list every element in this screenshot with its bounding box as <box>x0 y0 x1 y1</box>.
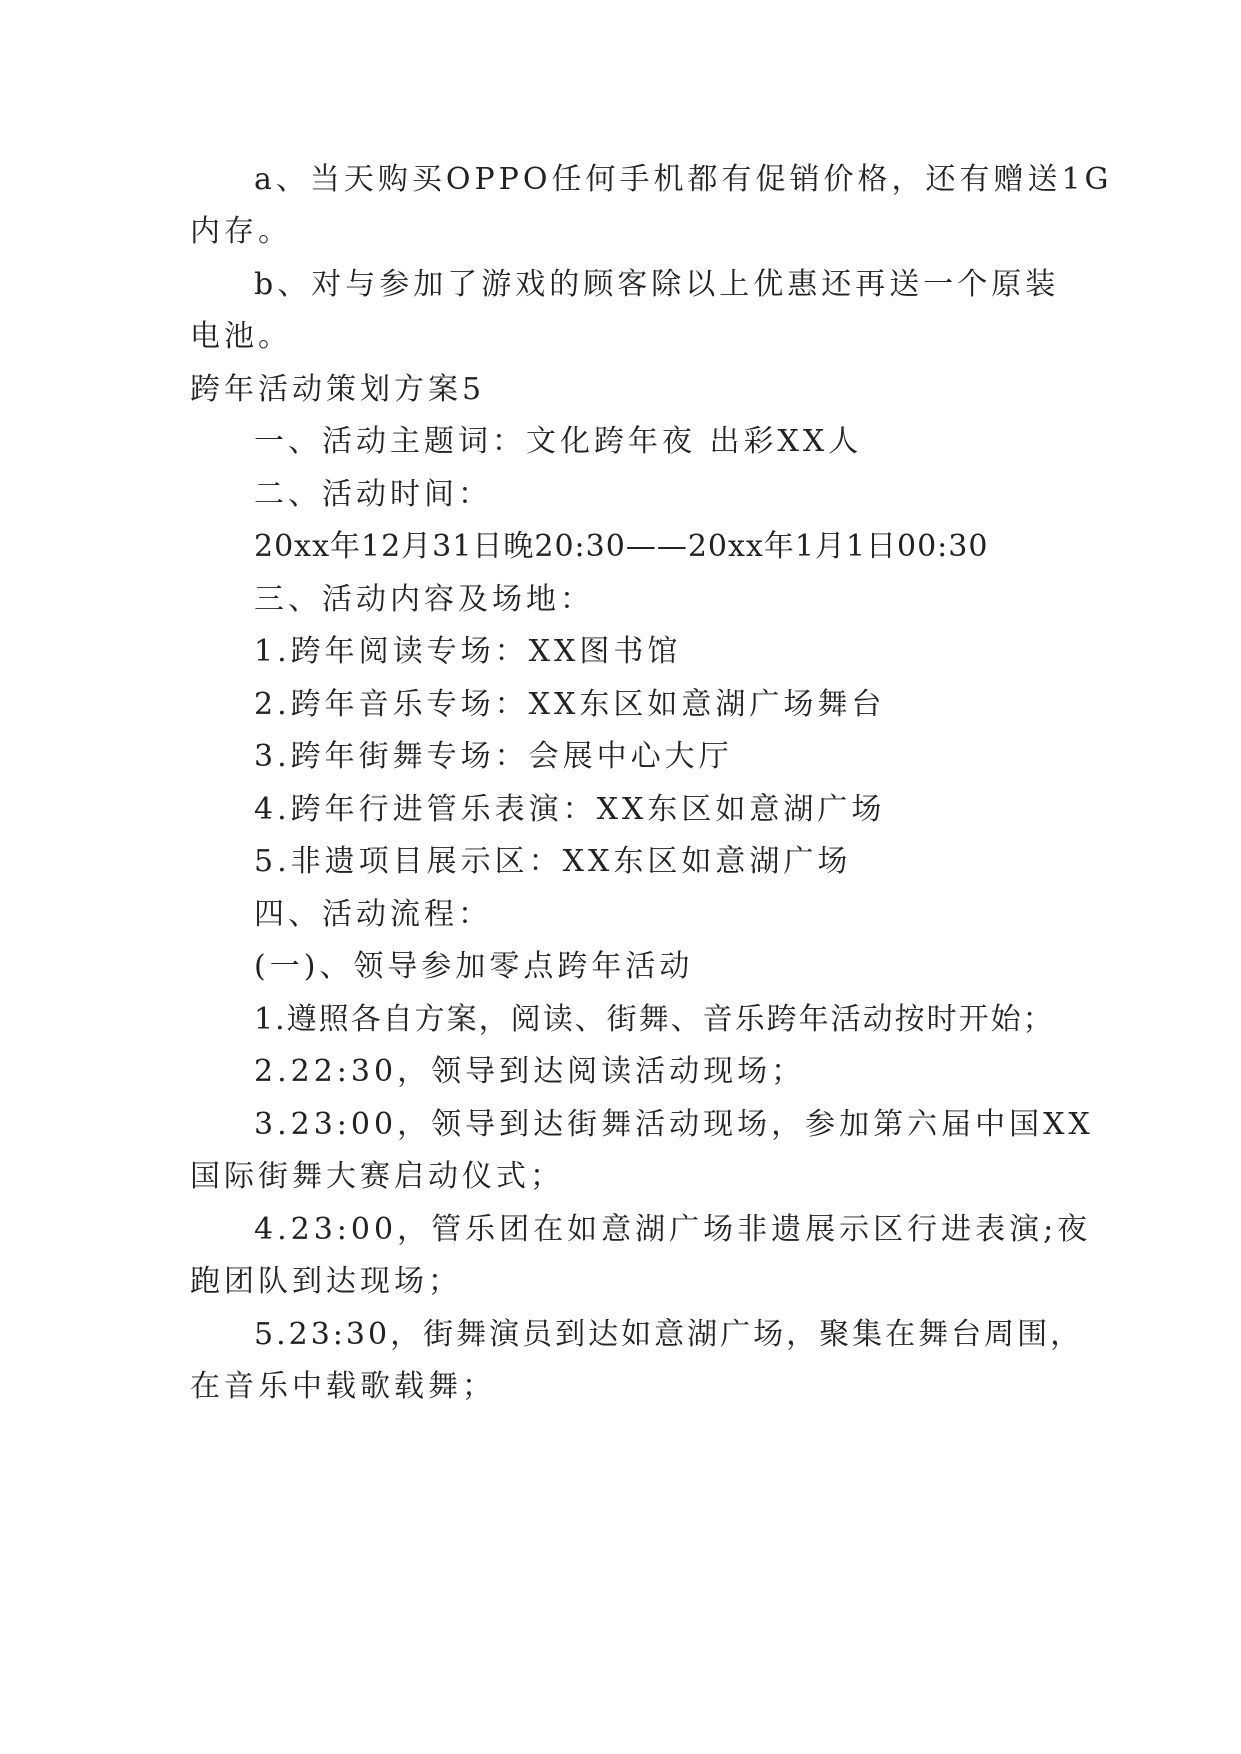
section-heading: 跨年活动策划方案5 <box>190 372 486 407</box>
text-line: 1.跨年阅读专场：XX图书馆 <box>254 634 682 669</box>
text-line: (一)、领导参加零点跨年活动 <box>254 949 694 984</box>
text-line: 2.22:30，领导到达阅读活动现场； <box>254 1054 806 1089</box>
text-line: 1.遵照各自方案，阅读、街舞、音乐跨年活动按时开始； <box>254 1002 1055 1037</box>
text-line: 4.跨年行进管乐表演：XX东区如意湖广场 <box>254 792 886 827</box>
text-line: 一、活动主题词：文化跨年夜 出彩XX人 <box>254 424 863 459</box>
text-line: 跑团队到达现场； <box>190 1264 462 1299</box>
text-line: 国际街舞大赛启动仪式； <box>190 1159 564 1194</box>
text-line: 三、活动内容及场地： <box>254 582 594 617</box>
text-line: 2.跨年音乐专场：XX东区如意湖广场舞台 <box>254 687 886 722</box>
text-line: 二、活动时间： <box>254 477 492 512</box>
text-line: 5.非遗项目展示区：XX东区如意湖广场 <box>254 844 852 879</box>
text-line: 4.23:00，管乐团在如意湖广场非遗展示区行进表演;夜 <box>254 1212 1092 1247</box>
text-line: 5.23:30，街舞演员到达如意湖广场，聚集在舞台周围， <box>254 1317 1084 1352</box>
text-line: 20xx年12月31日晚20:30——20xx年1月1日00:30 <box>254 529 989 564</box>
text-line: b、对与参加了游戏的顾客除以上优惠还再送一个原装 <box>254 267 1060 302</box>
text-line: a、当天购买OPPO任何手机都有促销价格，还有赠送1G <box>254 162 1113 197</box>
text-line: 内存。 <box>190 214 292 249</box>
text-line: 四、活动流程： <box>254 897 492 932</box>
text-line: 在音乐中载歌载舞； <box>190 1369 496 1404</box>
text-line: 3.跨年街舞专场：会展中心大厅 <box>254 739 733 774</box>
text-line: 电池。 <box>190 319 292 354</box>
text-line: 3.23:00，领导到达街舞活动现场，参加第六届中国XX <box>254 1107 1094 1142</box>
